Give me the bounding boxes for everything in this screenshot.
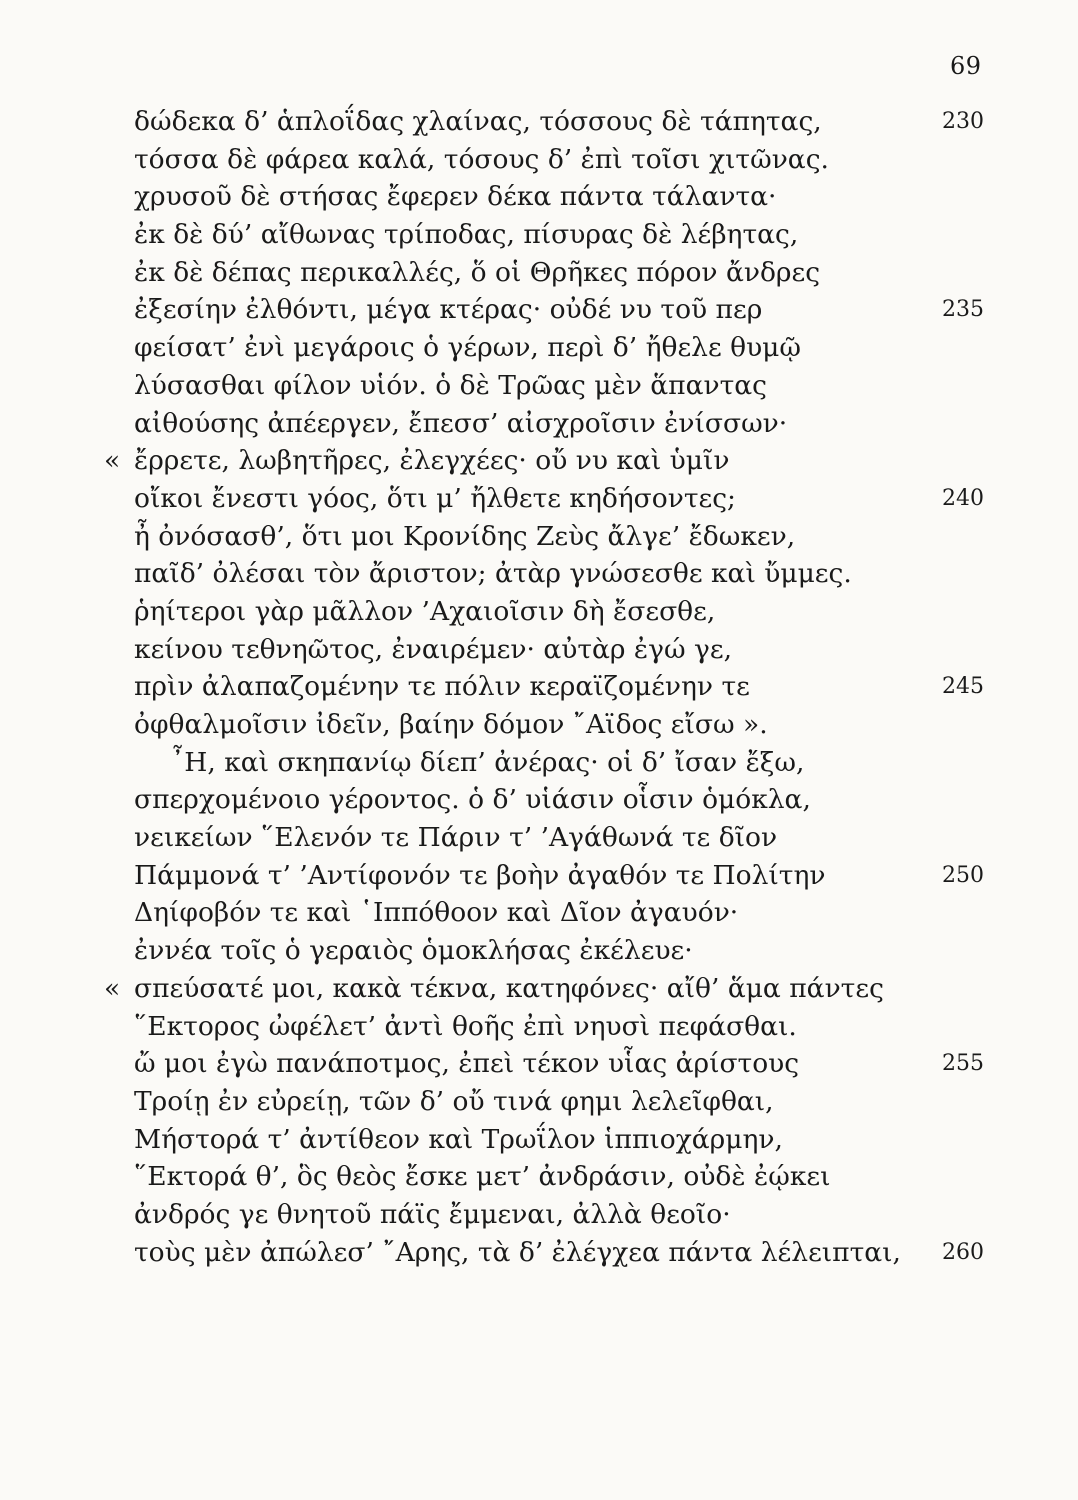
verse-text: ἐξεσίην ἐλθόντι, μέγα κτέρας· οὐδέ νυ τοῦ περ	[134, 294, 763, 326]
verse-line	[0, 970, 1078, 1008]
verse-text: ἐκ δὲ δέπας περικαλλές, ὅ οἱ Θρῆκες πόρον ἄνδρες	[134, 256, 821, 288]
verse-text: ῞Εκτορά θ’, ὃς θεὸς ἔσκε μετ’ ἀνδράσιν, οὐδὲ ἐῴκει	[134, 1161, 831, 1193]
verse-text: παῖδ’ ὀλέσαι τὸν ἄριστον; ἀτὰρ γνώσεσθε καὶ ὔμμες.	[134, 558, 852, 590]
verse-text: Τροίῃ ἐν εὐρείῃ, τῶν δ’ οὔ τινά φημι λελεῖφθαι,	[134, 1085, 774, 1117]
verse-text: φείσατ’ ἐνὶ μεγάροις ὁ γέρων, περὶ δ’ ἤθελε θυμῷ	[134, 332, 802, 364]
verse-line	[0, 480, 1078, 518]
verse-text: κείνου τεθνηῶτος, ἐναιρέμεν· αὐτὰρ ἐγώ γε,	[134, 633, 732, 665]
verse-text: ῥηίτεροι γὰρ μᾶλλον ’Αχαιοῖσιν δὴ ἔσεσθε,	[134, 595, 716, 627]
verse-line	[0, 1158, 1078, 1196]
line-number: 235	[942, 297, 984, 323]
verse-line	[0, 178, 1078, 216]
verse-line	[0, 291, 1078, 329]
verse-line	[0, 141, 1078, 179]
line-number: 260	[942, 1239, 984, 1265]
line-number: 245	[942, 674, 984, 700]
verse-line	[0, 593, 1078, 631]
verse-line	[0, 555, 1078, 593]
verse-line	[0, 668, 1078, 706]
quote-mark: «	[104, 972, 121, 1004]
verse-text: πρὶν ἀλαπαζομένην τε πόλιν κεραϊζομένην τε	[134, 671, 750, 703]
verse-line	[0, 1008, 1078, 1046]
verse-text: τοὺς μὲν ἀπώλεσ’ ῎Αρης, τὰ δ’ ἐλέγχεα πάντα λέλειπται,	[134, 1236, 901, 1268]
page-number: 69	[950, 52, 982, 80]
verse-line	[0, 216, 1078, 254]
verse-line	[0, 894, 1078, 932]
verse-line	[0, 781, 1078, 819]
verse-text: Πάμμονά τ’ ’Αντίφονόν τε βοὴν ἀγαθόν τε Πολίτην	[134, 859, 826, 891]
verse-text: ἀνδρός γε θνητοῦ πάϊς ἔμμεναι, ἀλλὰ θεοῖο·	[134, 1198, 731, 1230]
verse-line	[0, 1234, 1078, 1272]
verse-line	[0, 329, 1078, 367]
line-number: 255	[942, 1051, 984, 1077]
verse-block	[0, 103, 1078, 1271]
verse-text: Μήστορά τ’ ἀντίθεον καὶ Τρωΐλον ἱππιοχάρμην,	[134, 1123, 783, 1155]
verse-line	[0, 857, 1078, 895]
verse-text: ῏Η, καὶ σκηπανίῳ δίεπ’ ἀνέρας· οἱ δ’ ἴσαν ἔξω,	[171, 746, 805, 778]
verse-line	[0, 819, 1078, 857]
verse-text: οἴκοι ἔνεστι γόος, ὅτι μ’ ἤλθετε κηδήσοντες;	[134, 482, 736, 514]
line-number: 240	[942, 485, 984, 511]
line-number: 230	[942, 109, 984, 134]
verse-line	[0, 631, 1078, 669]
verse-text: χρυσοῦ δὲ στήσας ἔφερεν δέκα πάντα τάλαντα·	[134, 181, 777, 213]
verse-line	[0, 518, 1078, 556]
verse-line	[0, 405, 1078, 443]
verse-line	[0, 442, 1078, 480]
verse-text: ἔρρετε, λωβητῆρες, ἐλεγχέες· οὔ νυ καὶ ὑμῖν	[134, 445, 730, 477]
verse-text: σπερχομένοιο γέροντος. ὁ δ’ υἱάσιν οἷσιν ὁμόκλα,	[134, 784, 811, 816]
verse-text: δώδεκα δ’ ἁπλοΐδας χλαίνας, τόσσους δὲ τάπητας,	[134, 106, 822, 137]
verse-text: ῞Εκτορος ὠφέλετ’ ἀντὶ θοῆς ἐπὶ νηυσὶ πεφάσθαι.	[134, 1010, 797, 1042]
verse-text: ἐκ δὲ δύ’ αἴθωνας τρίποδας, πίσυρας δὲ λέβητας,	[134, 219, 799, 251]
verse-text: λύσασθαι φίλον υἱόν. ὁ δὲ Τρῶας μὲν ἅπαντας	[134, 369, 767, 401]
verse-line	[0, 744, 1078, 782]
quote-mark: «	[104, 445, 121, 477]
verse-line	[0, 367, 1078, 405]
verse-line	[0, 1045, 1078, 1083]
verse-text: σπεύσατέ μοι, κακὰ τέκνα, κατηφόνες· αἴθ’ ἅμα πάντες	[134, 972, 884, 1004]
verse-text: ὀφθαλμοῖσιν ἰδεῖν, βαίην δόμον ῎Αϊδος εἴσω ».	[134, 709, 768, 740]
line-number: 250	[942, 862, 984, 888]
verse-line	[0, 1083, 1078, 1121]
verse-text: ἐννέα τοῖς ὁ γεραιὸς ὁμοκλήσας ἐκέλευε·	[134, 935, 693, 967]
verse-line	[0, 1121, 1078, 1159]
verse-line	[0, 932, 1078, 970]
verse-line	[0, 103, 1078, 141]
verse-line	[0, 1196, 1078, 1234]
verse-text: αἰθούσης ἀπέεργεν, ἔπεσσ’ αἰσχροῖσιν ἐνίσσων·	[134, 407, 788, 439]
verse-text: ὤ μοι ἐγὼ πανάποτμος, ἐπεὶ τέκον υἷας ἀρίστους	[134, 1048, 800, 1080]
verse-line	[0, 706, 1078, 744]
verse-text: Δηίφοβόν τε καὶ ῾Ιππόθοον καὶ Δῖον ἀγαυόν·	[134, 897, 739, 929]
verse-line	[0, 254, 1078, 292]
verse-text: νεικείων ῞Ελενόν τε Πάριν τ’ ’Αγάθωνά τε δῖον	[134, 822, 778, 854]
verse-text: ἦ ὀνόσασθ’, ὅτι μοι Κρονίδης Ζεὺς ἄλγε’ ἔδωκεν,	[134, 520, 796, 552]
verse-text: τόσσα δὲ φάρεα καλά, τόσους δ’ ἐπὶ τοῖσι χιτῶνας.	[134, 143, 829, 175]
